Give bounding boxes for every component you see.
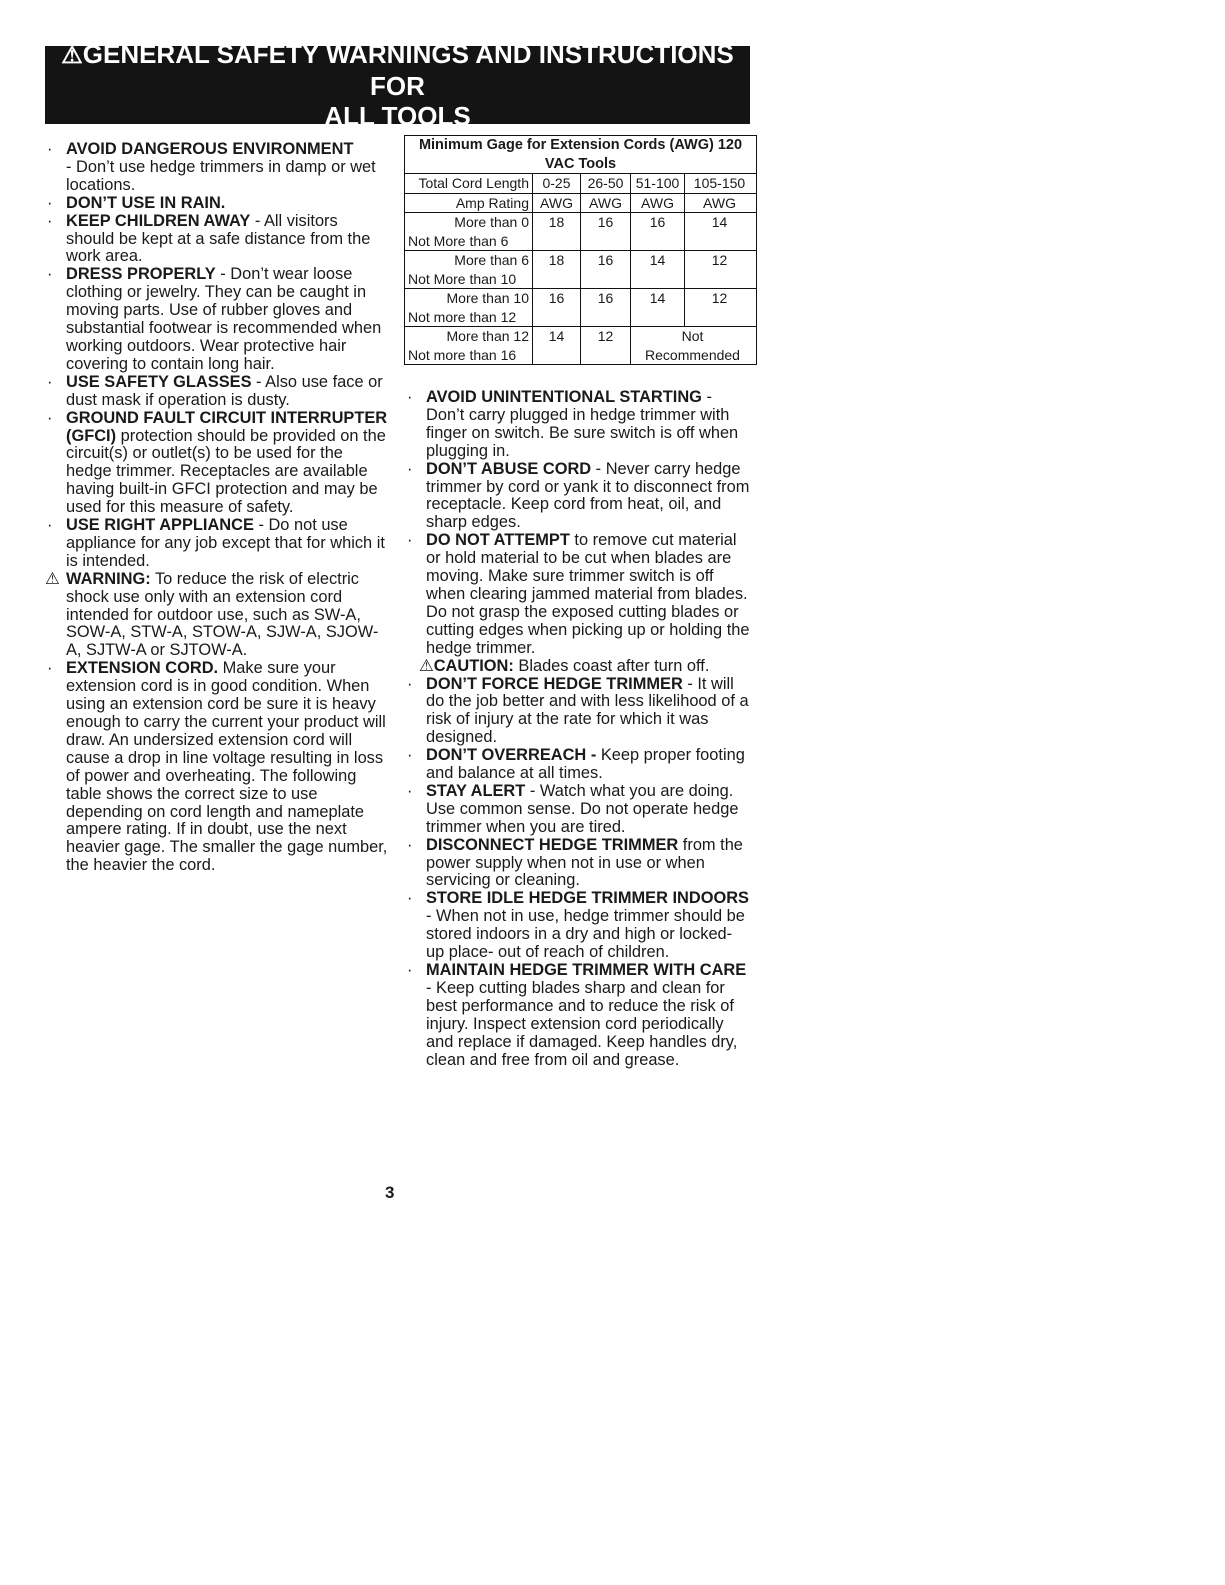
table-cell: 16	[581, 289, 631, 326]
bullet-icon: ·	[407, 531, 413, 550]
warning-note: ⚠ WARNING: To reduce the risk of electric shock use only with an extension cord intended for outdoor use, such as SW-A, SOW-A, STW-A, STOW-A, SJW-A, SJOW-A, SJTW-A or SJTOW-A.	[45, 569, 379, 660]
list-item: · DO NOT ATTEMPT to remove cut material or hold material to be cut when blades are moving. Make sure trimmer switch is off when clearing jammed material from blades. Do not grasp the exposed cutting blades or cutting edges when picking up or holding the hedge trimmer.	[407, 531, 750, 657]
table-caption: Minimum Gage for Extension Cords (AWG) 120 VAC Tools	[405, 136, 756, 174]
list-item: · GROUND FAULT CIRCUIT INTERRUPTER (GFCI) protection should be provided on the circuit(s) or outlet(s) to be used for the hedge trimmer. Receptacles are available having built-in GFCI protection and may be used for this measure of safety.	[47, 408, 388, 517]
list-item: · DON’T USE IN RAIN.	[47, 193, 226, 212]
warning-triangle-icon: ⚠	[61, 42, 83, 69]
table-cell: 12	[711, 252, 728, 268]
table-cell: More than 12 Not more than 16	[405, 327, 533, 364]
bullet-icon: ·	[47, 265, 53, 284]
table-cell: AWG	[703, 194, 736, 211]
table-cell: 18	[533, 251, 581, 288]
left-column	[45, 141, 390, 875]
list-item: · USE RIGHT APPLIANCE - Do not use appliance for any job except that for which it is intended.	[47, 516, 385, 570]
bullet-icon: ·	[407, 746, 413, 765]
table-cell: 12	[711, 290, 728, 306]
table-cell: 14	[711, 214, 728, 230]
bullet-icon: ·	[407, 889, 413, 908]
table-cell: 14	[631, 251, 685, 288]
bullet-icon: ·	[47, 140, 53, 158]
table-cell: More than 0 Not More than 6	[405, 213, 533, 250]
table-row	[405, 251, 756, 289]
list-item: · MAINTAIN HEDGE TRIMMER WITH CARE - Keep cutting blades sharp and clean for best performance and to reduce the risk of injury. Inspect extension cord periodically and replace if damaged. Keep handles dry, clean and free from oil and grease.	[407, 961, 747, 1069]
table-cell: Amp Rating	[405, 194, 533, 213]
bullet-icon: ·	[47, 408, 53, 427]
warning-triangle-icon: ⚠	[419, 656, 434, 675]
table-cell: 14	[533, 327, 581, 364]
table-cell: 16	[581, 251, 631, 288]
extension-cord-table	[404, 135, 757, 365]
bullet-icon: ·	[47, 372, 53, 391]
table-cell: 16	[631, 213, 685, 250]
right-column	[405, 389, 750, 1069]
list-item: · DRESS PROPERLY - Don’t wear loose clothing or jewelry. They can be caught in moving parts. Use of rubber gloves and substantial footwear is recommended when working outdoors. Wear protective hair covering to contain long hair.	[47, 265, 382, 373]
table-cell: 26-50	[581, 174, 631, 193]
table-cell: 105-150	[693, 175, 746, 191]
warning-triangle-icon: ⚠	[45, 569, 60, 588]
table-row	[405, 327, 756, 364]
bullet-icon: ·	[407, 961, 413, 979]
table-row	[405, 213, 756, 251]
caution-note: ⚠CAUTION: Blades coast after turn off.	[419, 656, 710, 675]
page-banner	[45, 39, 750, 131]
list-item: · KEEP CHILDREN AWAY - All visitors should be kept at a safe distance from the work area.	[47, 211, 371, 266]
table-row	[405, 289, 756, 327]
bullet-icon: ·	[47, 659, 53, 678]
table-cell: AWG	[581, 194, 631, 213]
list-item: · USE SAFETY GLASSES - Also use face or dust mask if operation is dusty.	[47, 372, 383, 409]
bullet-icon: ·	[407, 781, 413, 800]
table-header-row	[405, 174, 756, 194]
table-units-row	[405, 194, 756, 214]
list-item: · DISCONNECT HEDGE TRIMMER from the power supply when not in use or when servicing or cleaning.	[407, 835, 743, 890]
list-item: · DON’T ABUSE CORD - Never carry hedge trimmer by cord or yank it to disconnect from receptacle. Keep cord from heat, oil, and sharp edges.	[407, 459, 750, 532]
page-number: 3	[385, 1183, 395, 1202]
list-item: · EXTENSION CORD. Make sure your extension cord is in good condition. When using an extension cord be sure it is heavy enough to carry the current your product will draw. An undersized extension cord will cause a drop in line voltage resulting in loss of power and overheating. The following table shows the correct size to use depending on cord length and nameplate ampere rating. If in doubt, use the next heavier gage. The smaller the gage number, the heavier the cord.	[47, 659, 388, 875]
bullet-icon: ·	[407, 388, 413, 406]
table-cell: 14	[631, 289, 685, 326]
table-cell: More than 10 Not more than 12	[405, 289, 533, 326]
bullet-icon: ·	[407, 674, 413, 693]
table-cell: AWG	[631, 194, 685, 213]
table-cell: 0-25	[533, 174, 581, 193]
table-cell: 51-100	[631, 174, 685, 193]
table-cell: More than 6 Not More than 10	[405, 251, 533, 288]
list-item: · AVOID UNINTENTIONAL STARTING - Don’t carry plugged in hedge trimmer with finger on switch. Be sure switch is off when plugging in.	[407, 388, 739, 460]
bullet-icon: ·	[47, 516, 53, 535]
list-item: · AVOID DANGEROUS ENVIRONMENT - Don’t use hedge trimmers in damp or wet locations.	[47, 140, 376, 194]
list-item: · DON’T FORCE HEDGE TRIMMER - It will do the job better and with less likelihood of a risk of injury at the rate for which it was designed.	[407, 674, 749, 747]
table-cell: Total Cord Length	[405, 174, 533, 193]
bullet-icon: ·	[407, 835, 413, 854]
table-cell-merged: Not Recommended	[645, 328, 740, 363]
banner-line-1: ⚠GENERAL SAFETY WARNINGS AND INSTRUCTIONS FOR	[61, 39, 734, 101]
table-cell: AWG	[533, 194, 581, 213]
list-item: · DON’T OVERREACH - Keep proper footing and balance at all times.	[407, 746, 745, 783]
table-cell: 16	[533, 289, 581, 326]
bullet-icon: ·	[47, 193, 53, 212]
table-cell: 12	[581, 327, 631, 364]
table-cell: 18	[533, 213, 581, 250]
list-item: · STORE IDLE HEDGE TRIMMER INDOORS - When not in use, hedge trimmer should be stored indoors in a dry and high or locked-up place- out of reach of children.	[407, 889, 749, 962]
list-item: · STAY ALERT - Watch what you are doing. Use common sense. Do not operate hedge trimmer when you are tired.	[407, 781, 739, 836]
bullet-icon: ·	[407, 459, 413, 478]
banner-line-2: ALL TOOLS	[324, 101, 471, 131]
table-cell: 16	[581, 213, 631, 250]
bullet-icon: ·	[47, 211, 53, 230]
